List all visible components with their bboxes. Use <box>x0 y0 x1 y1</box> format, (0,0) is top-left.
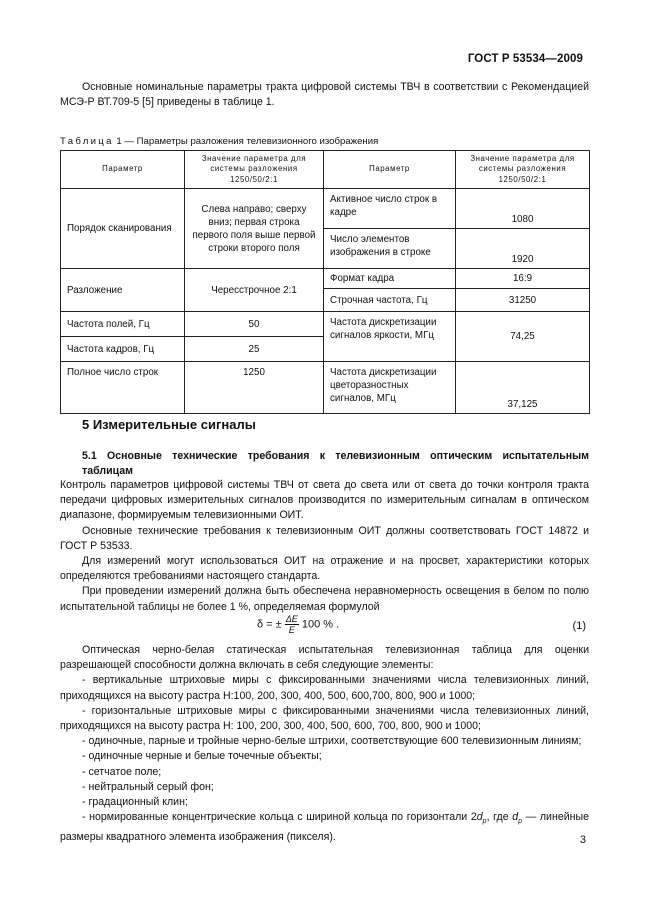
subsection-title: 5.1 Основные технические требования к телевизионным оптическим испытательным таблицам <box>82 450 589 477</box>
paragraph: Для измерений могут использоваться ОИТ на отражение и на просвет, характеристики которых определяются требованиями настоящего стандарта. <box>60 555 589 583</box>
cell-param: Активное число строк в кадре <box>324 189 456 229</box>
formula-number: (1) <box>572 620 586 632</box>
cell-value: 25 <box>185 337 324 362</box>
cell-param: Частота дискретизации сигналов яркости, МГц <box>324 312 456 362</box>
table-caption <box>60 136 378 147</box>
list-item: - одиночные черные и белые точечные объекты; <box>82 750 322 763</box>
header-param-right: Параметр <box>324 151 456 189</box>
cell-value: 1250 <box>185 362 324 414</box>
cell-value: 16:9 <box>456 269 590 289</box>
cell-param: Число элементов изображения в строке <box>324 229 456 269</box>
cell-param: Частота кадров, Гц <box>61 337 185 362</box>
formula-right: 100 % . <box>301 618 340 631</box>
cell-value: 1080 <box>456 189 590 229</box>
cell-param: Формат кадра <box>324 269 456 289</box>
document-header: ГОСТ Р 53534—2009 <box>467 53 583 65</box>
table-caption-prefix: Таблица <box>60 136 114 147</box>
cell-param: Полное число строк <box>61 362 185 414</box>
table-row <box>61 362 590 414</box>
list-item-text: - нормированные концентрические кольца с шириной кольца по горизонтали 2 <box>82 811 477 824</box>
body-paragraphs <box>60 478 589 615</box>
table-caption-text: 1 — Параметры разложения телевизионного изображения <box>113 136 379 147</box>
formula-numerator: ΔE <box>285 614 298 624</box>
formula-denominator: E <box>288 625 295 635</box>
page-number: 3 <box>579 834 586 846</box>
formula-fraction <box>285 614 299 635</box>
cell-value: 1920 <box>456 229 590 269</box>
parameters-table <box>60 150 590 414</box>
cell-value: Слева направо; сверху вниз; первая строка первого поля выше первой строки второго поля <box>185 189 324 269</box>
list-item-text: , где <box>486 811 513 824</box>
list-item <box>60 810 589 845</box>
cell-value: 31250 <box>456 289 590 312</box>
list-item: - вертикальные штриховые миры с фиксированными значениями числа телевизионных линий, приходящихся на высоту растра Н:100, 200, 300, 400, 500, 600,700, 800, 900 и 1000; <box>60 674 589 702</box>
cell-value: Чересстрочное 2:1 <box>185 269 324 312</box>
formula-left: δ = ± <box>257 618 282 631</box>
cell-param: Частота полей, Гц <box>61 312 185 337</box>
header-value-left: Значение параметра для системы разложения 1250/50/2:1 <box>185 151 324 189</box>
header-value-right: Значение параметра для системы разложения 1250/50/2:1 <box>456 151 590 189</box>
cell-value: 74,25 <box>456 312 590 362</box>
paragraph: Основные технические требования к телевизионным ОИТ должны соответствовать ГОСТ 14872 и ГОСТ Р 53533. <box>60 524 589 552</box>
list-item: - одиночные, парные и тройные черно-белые штрихи, соответствующие 600 телевизионным линиям; <box>82 735 582 748</box>
section-title: 5 Измерительные сигналы <box>82 417 256 432</box>
paragraph: Контроль параметров цифровой системы ТВЧ от света до света или от света до точки контроля тракта передачи цифровых измерительных сигналов производится по измерительным сигналам в оптическом диапазоне, формируемым телевизионными ОИТ. <box>60 479 589 522</box>
intro-paragraph: Основные номинальные параметры тракта цифровой системы ТВЧ в соответствии с Рекомендацией МСЭ-Р ВТ.709-5 [5] приведены в таблице 1. <box>60 81 589 109</box>
paragraph: При проведении измерений должна быть обеспечена неравномерность освещения в белом по полю испытательной таблицы не более 1 %, определяемая формулой <box>60 585 589 613</box>
subscript-p: p <box>518 818 523 826</box>
cell-param: Разложение <box>61 269 185 312</box>
header-param-left: Параметр <box>61 151 185 189</box>
var-d: d <box>476 811 483 824</box>
cell-value: 37,125 <box>456 362 590 414</box>
table-header-row <box>61 151 590 189</box>
list-item: - горизонтальные штриховые миры с фиксированными значениями числа телевизионных линий, приходящихся на высоту растра Н: 100, 200, 300, 400, 500, 600, 700, 800, 900 и 1000; <box>60 704 589 733</box>
list-item-text: — линейные размеры квадратного элемента изображения (пикселя). <box>60 811 589 843</box>
cell-param: Частота дискретизации цветоразностных сигналов, МГц <box>324 362 456 414</box>
paragraph: Оптическая черно-белая статическая испытательная телевизионная таблица для оценки разрешающей способности должна включать в себя следующие элементы: <box>60 644 589 672</box>
elements-block <box>60 643 589 845</box>
table-row <box>61 269 590 289</box>
cell-value: 50 <box>185 312 324 337</box>
var-d: d <box>512 811 519 824</box>
list-item: - нейтральный серый фон; <box>82 780 214 793</box>
cell-param: Порядок сканирования <box>61 189 185 269</box>
list-item: - градационный клин; <box>82 796 188 809</box>
list-item: - сетчатое поле; <box>82 765 162 778</box>
subscript-p: p <box>482 818 487 826</box>
table-row <box>61 312 590 337</box>
cell-param: Строчная частота, Гц <box>324 289 456 312</box>
table-row <box>61 189 590 229</box>
